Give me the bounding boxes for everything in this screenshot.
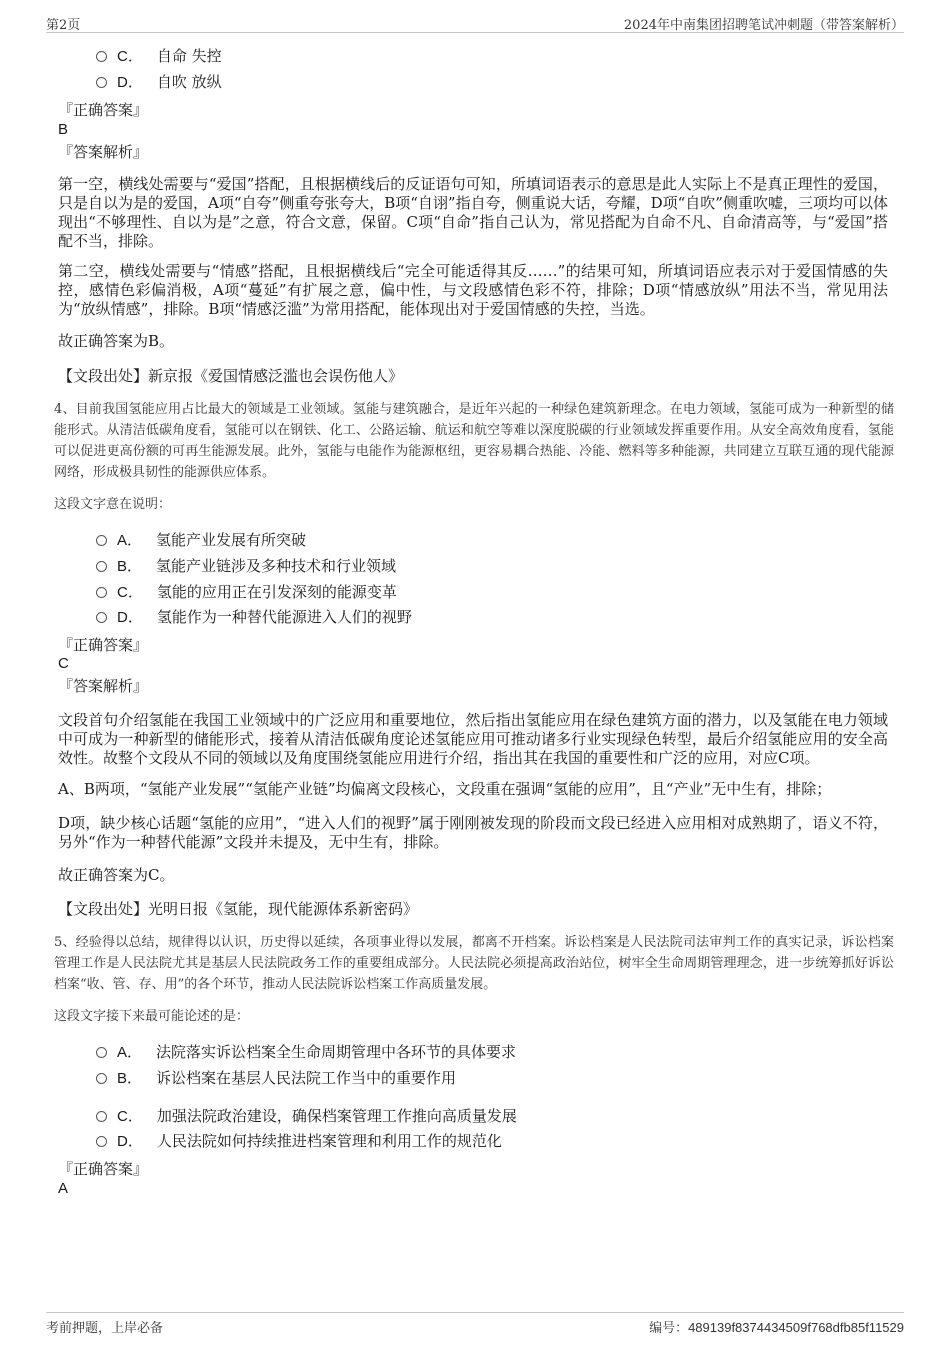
q4-option-d[interactable]: D． 氢能作为一种替代能源进入人们的视野 [96, 607, 412, 628]
q3-analysis-para-2: 第二空，横线处需要与“情感”搭配，且根据横线后“完全可能适得其反……”的结果可知，所填词语应表示对于爱国情感的失控，感情色彩偏消极，A项“蔓延”有扩展之意，偏中性，与文段感情色彩不符，排除；D项“情感放纵”用法不当，常见用法为“放纵情感”，排除。B项“情感泛滥”为常用搭配，能体现出对于爱国情感的失控，当选。 [58, 262, 888, 318]
q3-option-c[interactable]: C． 自命 失控 [96, 46, 222, 67]
radio-icon[interactable] [96, 77, 107, 88]
q4-analysis-para-1: 文段首句介绍氢能在我国工业领域中的广泛应用和重要地位，然后指出氢能应用在绿色建筑方面的潜力，以及氢能在电力领域中可成为一种新型的储能形式，接着从清洁低碳角度论述氢能应用可推动诸多行业实现绿色转型，最后介绍氢能应用的安全高效性。故整个文段从不同的领域以及角度围绕氢能应用进行介绍，指出其在我国的重要性和广泛的应用，对应C项。 [58, 711, 888, 767]
footer-slogan: 考前押题，上岸必备 [46, 1321, 164, 1336]
q4-stem: 4、目前我国氢能应用占比最大的领域是工业领域。氢能与建筑融合，是近年兴起的一种绿色建筑新理念。在电力领域，氢能可成为一种新型的储能形式。从清洁低碳角度看，氢能可以在钢铁、化工、公路运输、航运和航空等难以深度脱碳的行业领域发挥重要作用。从安全高效角度看，氢能可以促进更高份额的可再生能源发展。此外，氢能与电能作为能源枢纽，更容易耦合热能、冷能、燃料等多种能源，共同建立互联互通的现代能源网络，形成极具韧性的能源供应体系。 [54, 402, 894, 480]
correct-answer-label: 『正确答案』 [58, 636, 149, 654]
q4-source: 【文段出处】光明日报《氢能，现代能源体系新密码》 [58, 900, 419, 918]
page-header [46, 10, 904, 33]
page-number: 第2页 [46, 18, 81, 33]
q4-conclusion: 故正确答案为C。 [58, 866, 175, 884]
q5-option-a[interactable]: A． 法院落实诉讼档案全生命周期管理中各环节的具体要求 [96, 1042, 516, 1063]
q5-option-d[interactable]: D． 人民法院如何持续推进档案管理和利用工作的规范化 [96, 1131, 502, 1152]
radio-icon[interactable] [96, 1136, 107, 1147]
q5-answer: A [58, 1180, 69, 1197]
analysis-label: 『答案解析』 [58, 143, 149, 161]
q3-analysis-para-1: 第一空，横线处需要与“爱国”搭配，且根据横线后的反证语句可知，所填词语表示的意思是此人实际上不是真正理性的爱国，只是自以为是的爱国，A项“自夸”侧重夸张夸大，B项“自诩”指自夸，侧重说大话，夸耀，D项“自吹”侧重吹嘘，三项均可以体现出“不够理性、自以为是”之意，符合文意，保留。C项“自命”指自己认为，常见搭配为自命不凡、自命清高等，与“爱国”搭配不当，排除。 [58, 175, 888, 250]
radio-icon[interactable] [96, 587, 107, 598]
q3-answer: B [58, 121, 69, 138]
page-footer [46, 1312, 904, 1337]
document-title: 2024年中南集团招聘笔试冲刺题（带答案解析） [623, 18, 904, 33]
q4-option-c[interactable]: C． 氢能的应用正在引发深刻的能源变革 [96, 582, 397, 603]
correct-answer-label: 『正确答案』 [58, 101, 149, 119]
radio-icon[interactable] [96, 535, 107, 546]
q5-option-b[interactable]: B． 诉讼档案在基层人民法院工作当中的重要作用 [96, 1068, 456, 1089]
q5-option-c[interactable]: C． 加强法院政治建设，确保档案管理工作推向高质量发展 [96, 1106, 517, 1127]
q4-analysis-para-2: A、B两项，“氢能产业发展”“氢能产业链”均偏离文段核心，文段重在强调“氢能的应用”，且“产业”无中生有，排除； [58, 780, 832, 798]
radio-icon[interactable] [96, 51, 107, 62]
q4-option-a[interactable]: A． 氢能产业发展有所突破 [96, 530, 306, 551]
radio-icon[interactable] [96, 612, 107, 623]
q4-option-b[interactable]: B． 氢能产业链涉及多种技术和行业领域 [96, 556, 396, 577]
radio-icon[interactable] [96, 1111, 107, 1122]
q3-option-d[interactable]: D． 自吹 放纵 [96, 72, 222, 93]
q5-stem: 5、经验得以总结，规律得以认识，历史得以延续，各项事业得以发展，都离不开档案。诉讼档案是人民法院司法审判工作的真实记录，诉讼档案管理工作是人民法院尤其是基层人民法院政务工作的重要组成部分。人民法院必须提高政治站位，树牢全生命周期管理理念，进一步统筹抓好诉讼档案“收、管、存、用”的各个环节，推动人民法院诉讼档案工作高质量发展。 [54, 935, 894, 992]
q3-conclusion: 故正确答案为B。 [58, 332, 175, 350]
q4-answer: C [58, 655, 69, 672]
document-id: 编号：489139f8374434509f768dfb85f11529 [649, 1320, 904, 1335]
radio-icon[interactable] [96, 1073, 107, 1084]
q3-source: 【文段出处】新京报《爱国情感泛滥也会误伤他人》 [58, 367, 404, 385]
q4-prompt: 这段文字意在说明： [54, 497, 172, 512]
radio-icon[interactable] [96, 1047, 107, 1058]
radio-icon[interactable] [96, 561, 107, 572]
q5-prompt: 这段文字接下来最可能论述的是： [54, 1009, 250, 1024]
analysis-label: 『答案解析』 [58, 677, 149, 695]
correct-answer-label: 『正确答案』 [58, 1160, 149, 1178]
q4-analysis-para-3: D项，缺少核心话题“氢能的应用”，“进入人们的视野”属于刚刚被发现的阶段而文段已经进入应用相对成熟期了，语义不符，另外“作为一种替代能源”文段并未提及，无中生有，排除。 [58, 814, 888, 851]
